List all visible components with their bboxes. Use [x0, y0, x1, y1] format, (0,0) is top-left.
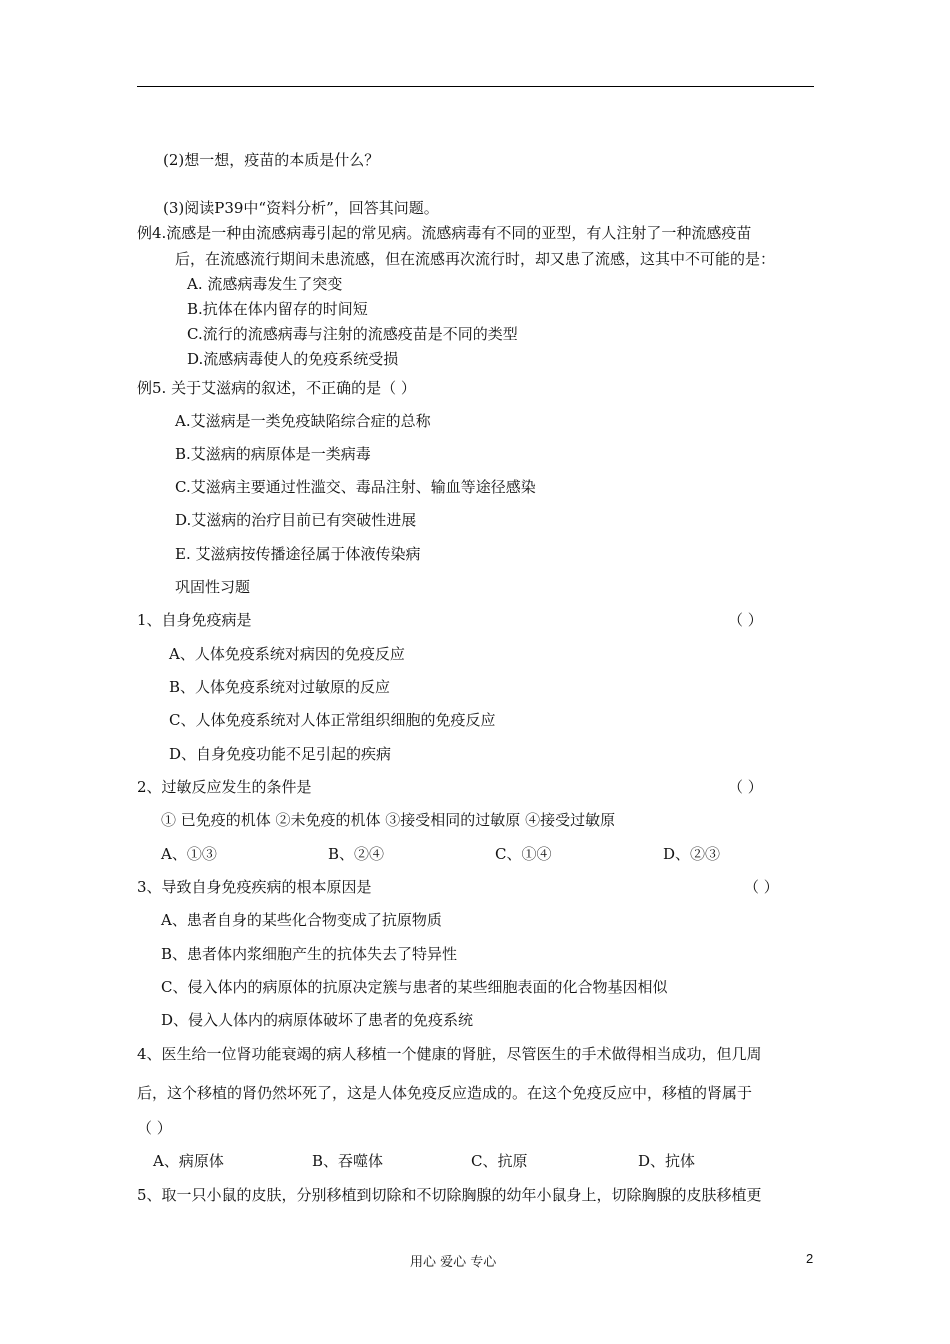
question-1: 1、自身免疫病是	[137, 611, 252, 629]
option-line: D.艾滋病的治疗目前已有突破性进展	[175, 511, 417, 529]
condition-line: ① 已免疫的机体 ②未免疫的机体 ③接受相同的过敏原 ④接受过敏原	[161, 811, 616, 829]
option-line: C、侵入体内的病原体的抗原决定簇与患者的某些细胞表面的化合物基因相似	[161, 978, 668, 996]
option-line: D、自身免疫功能不足引起的疾病	[169, 745, 392, 763]
option-c: C、①④	[495, 845, 552, 863]
option-line: B、人体免疫系统对过敏原的反应	[169, 678, 391, 696]
page-footer: 用心 爱心 专心	[410, 1255, 497, 1270]
option-a: A、病原体	[153, 1152, 224, 1170]
answer-paren: （ ）	[728, 778, 763, 796]
answer-paren: （ ）	[744, 878, 779, 896]
option-d: D、②③	[663, 845, 721, 863]
text-line: 例5. 关于艾滋病的叙述，不正确的是（ ）	[137, 379, 416, 397]
option-line: D、侵入人体内的病原体破坏了患者的免疫系统	[161, 1011, 474, 1029]
section-heading: 巩固性习题	[175, 578, 251, 596]
option-line: A. 流感病毒发生了突变	[187, 275, 343, 293]
option-d: D、抗体	[638, 1152, 696, 1170]
option-line: C、人体免疫系统对人体正常组织细胞的免疫反应	[169, 711, 496, 729]
option-line: B、患者体内浆细胞产生的抗体失去了特异性	[161, 945, 458, 963]
option-line: A、人体免疫系统对病因的免疫反应	[169, 645, 405, 663]
option-line: C.流行的流感病毒与注射的流感疫苗是不同的类型	[187, 325, 518, 343]
text-line: 例4.流感是一种由流感病毒引起的常见病。流感病毒有不同的亚型，有人注射了一种流感疫苗	[137, 224, 752, 242]
text-line: 后，在流感流行期间未患流感，但在流感再次流行时，却又患了流感，这其中不可能的是：	[175, 250, 776, 268]
option-line: A.艾滋病是一类免疫缺陷综合症的总称	[175, 412, 431, 430]
option-a: A、①③	[161, 845, 217, 863]
answer-paren: （ ）	[728, 611, 763, 629]
page-number: 2	[806, 1251, 814, 1266]
text-line: (3)阅读P39中“资料分析”，回答其问题。	[163, 199, 439, 217]
option-line: D.流感病毒使人的免疫系统受损	[187, 350, 399, 368]
question-4: 4、医生给一位肾功能衰竭的病人移植一个健康的肾脏，尽管医生的手术做得相当成功，但几周	[137, 1045, 762, 1063]
option-b: B、②④	[328, 845, 385, 863]
question-5: 5、取一只小鼠的皮肤，分别移植到切除和不切除胸腺的幼年小鼠身上，切除胸腺的皮肤移植更	[137, 1186, 762, 1204]
option-line: C.艾滋病主要通过性滥交、毒品注射、输血等途径感染	[175, 478, 536, 496]
text-line: (2)想一想，疫苗的本质是什么？	[163, 151, 380, 169]
option-line: A、患者自身的某些化合物变成了抗原物质	[161, 911, 442, 929]
header-rule	[137, 86, 814, 87]
option-line: B.艾滋病的病原体是一类病毒	[175, 445, 371, 463]
option-line: E. 艾滋病按传播途径属于体液传染病	[175, 545, 421, 563]
option-b: B、吞噬体	[312, 1152, 384, 1170]
question-2: 2、过敏反应发生的条件是	[137, 778, 312, 796]
text-line: 后，这个移植的肾仍然坏死了，这是人体免疫反应造成的。在这个免疫反应中，移植的肾属于	[137, 1084, 753, 1102]
answer-paren: （ ）	[137, 1119, 172, 1137]
question-3: 3、导致自身免疫疾病的根本原因是	[137, 878, 372, 896]
option-c: C、抗原	[471, 1152, 528, 1170]
option-line: B.抗体在体内留存的时间短	[187, 300, 368, 318]
